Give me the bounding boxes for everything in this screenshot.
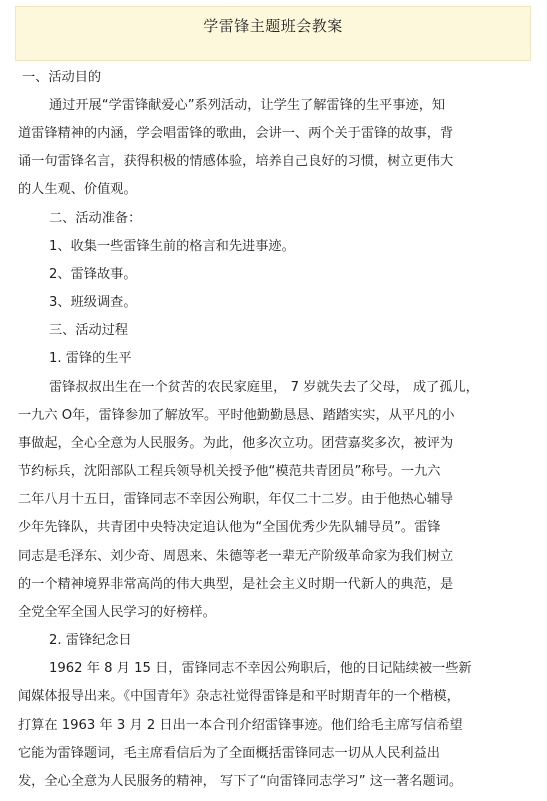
paragraph-line: 节约标兵，沈阳部队工程兵领导机关授予他“模范共青团员”称号。一九六 xyxy=(18,464,441,479)
title-banner xyxy=(15,6,531,61)
paragraph-line: 闻媒体报导出来。《中国青年》杂志社觉得雷锋是和平时期青年的一个楷模， xyxy=(18,689,460,704)
paragraph-line: 同志是毛泽东、刘少奇、周恩来、朱德等老一辈无产阶级革命家为我们树立 xyxy=(18,549,454,564)
list-item: 1、收集一些雷锋生前的格言和先进事迹。 xyxy=(49,239,295,254)
section-heading-1: 一、活动目的 xyxy=(22,70,102,85)
list-item: 3、班级调查。 xyxy=(49,295,137,310)
section-heading-3: 三、活动过程 xyxy=(49,323,129,338)
section-heading-2: 二、活动准备： xyxy=(49,211,142,226)
paragraph-line: 通过开展“学雷锋献爱心”系列活动，让学生了解雷锋的生平事迹，知 xyxy=(49,98,446,113)
subsection-heading: 2. 雷锋纪念日 xyxy=(49,633,132,648)
paragraph-line: 打算在 1963 年 3 月 2 日出一本合刊介绍雷锋事迹。他们给毛主席写信希望 xyxy=(18,718,463,733)
paragraph-line: 少年先锋队，共青团中央特决定追认他为“全国优秀少先队辅导员”。雷锋 xyxy=(18,520,441,535)
paragraph-line: 道雷锋精神的内涵，学会唱雷锋的歌曲，会讲一、两个关于雷锋的故事，背 xyxy=(18,126,454,141)
list-item: 2、雷锋故事。 xyxy=(49,267,137,282)
paragraph-line: 一九六 O年，雷锋参加了解放军。平时他勤勤恳恳、踏踏实实，从平凡的小 xyxy=(18,408,455,423)
paragraph-line: 全党全军全国人民学习的好榜样。 xyxy=(18,605,216,620)
paragraph-line: 诵一句雷锋名言，获得积极的情感体验，培养自己良好的习惯，树立更伟大 xyxy=(18,154,454,169)
paragraph-line: 它能为雷锋题词，毛主席看信后为了全面概括雷锋同志一切从人民利益出 xyxy=(18,746,440,761)
document-title: 学雷锋主题班会教案 xyxy=(203,17,343,35)
paragraph-line: 发，全心全意为人民服务的精神， 写下了“向雷锋同志学习” 这一著名题词。 xyxy=(18,774,463,789)
paragraph-line: 事做起，全心全意为人民服务。为此，他多次立功。团营嘉奖多次，被评为 xyxy=(18,436,454,451)
subsection-heading: 1. 雷锋的生平 xyxy=(49,351,132,366)
paragraph-line: 1962 年 8 月 15 日，雷锋同志不幸因公殉职后，他的日记陆续被一些新 xyxy=(49,661,472,676)
paragraph-line: 的一个精神境界非常高尚的伟大典型，是社会主义时期一代新人的典范，是 xyxy=(18,577,454,592)
paragraph-line: 二年八月十五日，雷锋同志不幸因公殉职，年仅二十二岁。由于他热心辅导 xyxy=(18,492,454,507)
paragraph-line: 的人生观、价值观。 xyxy=(18,182,137,197)
paragraph-line: 雷锋叔叔出生在一个贫苦的农民家庭里， 7 岁就失去了父母， 成了孤儿， xyxy=(49,380,479,395)
